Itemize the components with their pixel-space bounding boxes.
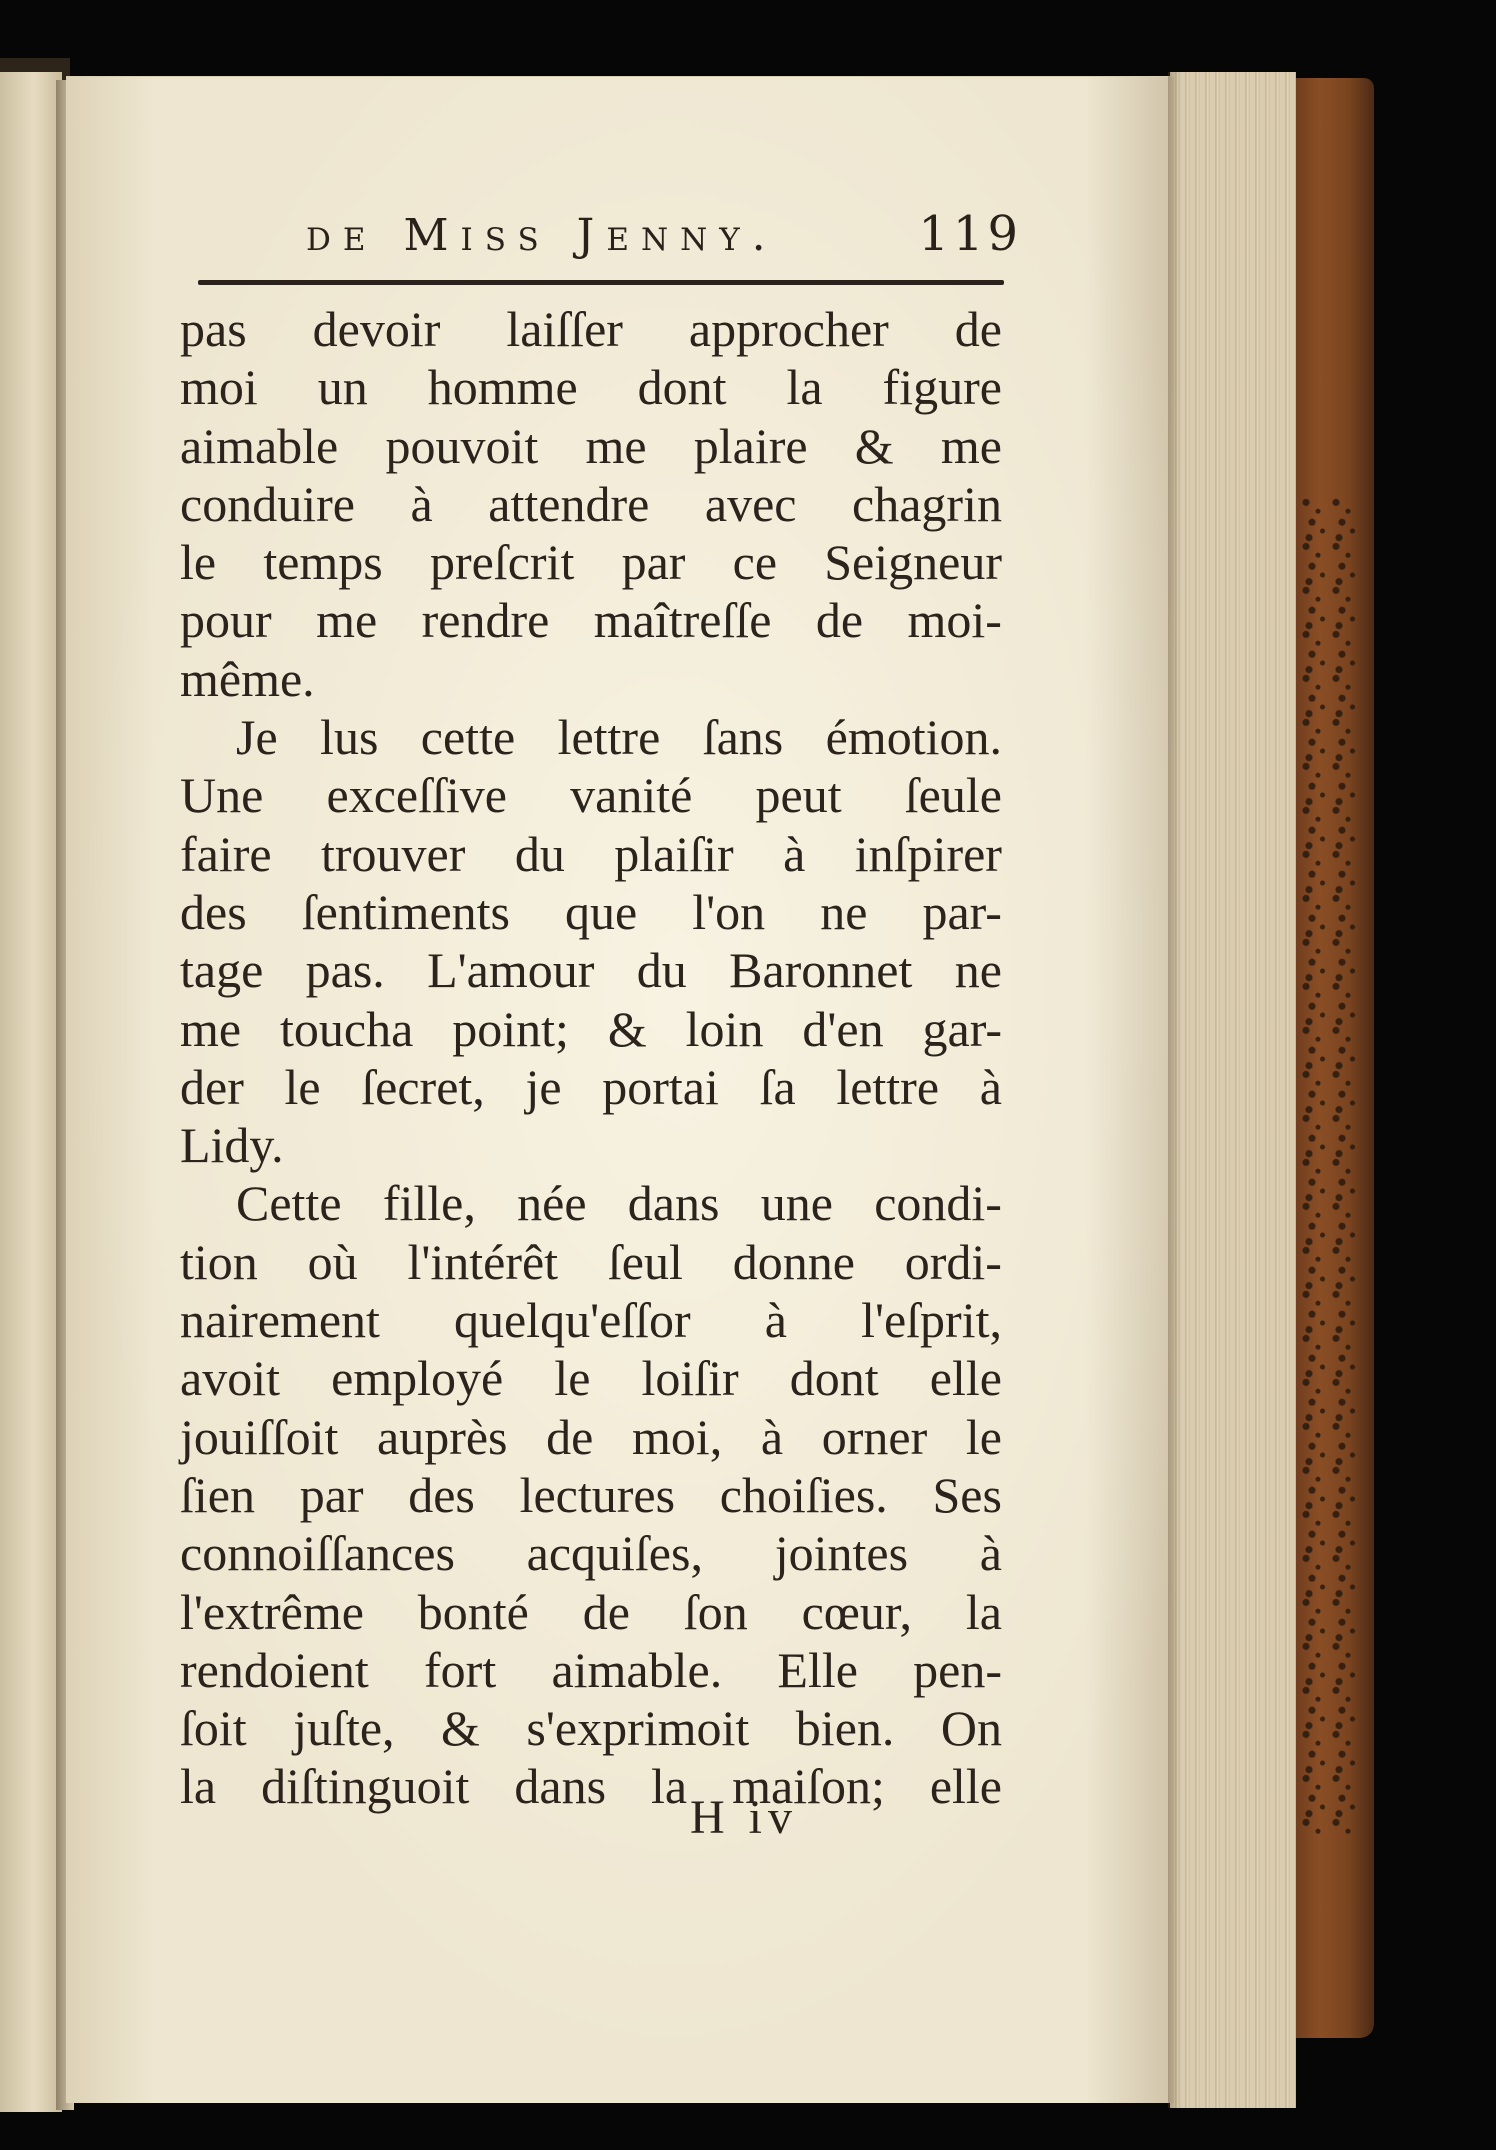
word: lus <box>320 709 379 766</box>
word: gar- <box>922 1000 1002 1057</box>
word: vanité <box>570 767 693 824</box>
word: inſpirer <box>854 825 1002 882</box>
text-line <box>180 766 1002 824</box>
word: me <box>940 417 1002 474</box>
word: le <box>965 1408 1002 1465</box>
word: pas. <box>305 942 385 999</box>
word: des <box>180 883 247 940</box>
word: à <box>783 825 806 882</box>
word: dans <box>514 1758 607 1815</box>
text-line <box>180 1349 1002 1407</box>
word: Seigneur <box>824 534 1002 591</box>
word: ſa <box>759 1058 796 1115</box>
word: s'exprimoit <box>526 1700 750 1757</box>
word: moi, <box>631 1408 723 1465</box>
word: juſte, <box>293 1700 395 1757</box>
word: par <box>299 1466 364 1523</box>
word: jointes <box>774 1525 909 1582</box>
text-line <box>180 1641 1002 1699</box>
word: temps <box>263 534 383 591</box>
word: dont <box>637 359 727 416</box>
text-line <box>180 475 1002 533</box>
word: la <box>180 1758 217 1815</box>
word: Cette <box>236 1175 342 1232</box>
text-line <box>180 591 1002 649</box>
word: maiſon; <box>732 1758 885 1815</box>
word: portai <box>602 1058 719 1115</box>
word: pouvoit <box>385 417 539 474</box>
word: rendre <box>421 592 550 649</box>
word: loiſir <box>641 1350 739 1407</box>
text-line <box>180 1408 1002 1466</box>
running-head-title: de Miss Jenny. <box>306 210 778 261</box>
word: Une <box>180 767 264 824</box>
word: émotion. <box>825 709 1002 766</box>
word: toucha <box>280 1000 414 1057</box>
word: ne <box>954 942 1002 999</box>
word: l'on <box>692 883 766 940</box>
word: elle <box>929 1350 1002 1407</box>
word: l'intérêt <box>407 1233 559 1290</box>
text-line <box>180 941 1002 999</box>
text-line <box>180 825 1002 883</box>
word: laiſſer <box>506 301 623 357</box>
word: ſentiments <box>301 883 510 940</box>
word: rendoient <box>180 1641 369 1698</box>
word: où <box>307 1233 358 1290</box>
text-line <box>180 1233 1002 1291</box>
word: aimable <box>180 417 339 474</box>
text-line <box>180 1583 1002 1641</box>
word: à <box>764 1292 787 1349</box>
word: Elle <box>777 1641 858 1698</box>
text-line <box>180 1116 1002 1174</box>
word: l'extrême <box>180 1583 364 1640</box>
word: dans <box>627 1175 720 1232</box>
text-line <box>180 1174 1002 1232</box>
word: une <box>760 1175 833 1232</box>
word: des <box>408 1466 475 1523</box>
word: & <box>607 1000 647 1057</box>
word: de <box>546 1408 594 1465</box>
word: point; <box>452 1000 569 1057</box>
page-edges <box>1170 72 1296 2108</box>
word: elle <box>929 1758 1002 1815</box>
word: cœur, <box>801 1583 913 1640</box>
word: de <box>582 1583 630 1640</box>
word: avoit <box>180 1350 280 1407</box>
text-line <box>180 1524 1002 1582</box>
word: dont <box>789 1350 879 1407</box>
facing-page-edge <box>0 72 62 2112</box>
word: je <box>525 1058 562 1115</box>
word: der <box>180 1058 244 1115</box>
word: acquiſes, <box>526 1525 703 1582</box>
word: moi- <box>907 592 1002 649</box>
word: tage <box>180 942 264 999</box>
word: me <box>585 417 647 474</box>
word: homme <box>427 359 578 416</box>
word: ſien <box>180 1466 255 1523</box>
text-line <box>180 1699 1002 1757</box>
word: lectures <box>519 1466 676 1523</box>
word: le <box>554 1350 591 1407</box>
word: Ses <box>932 1466 1002 1523</box>
word: ſans <box>702 709 784 766</box>
text-line <box>180 883 1002 941</box>
word: bien. <box>795 1700 895 1757</box>
word: ſeul <box>607 1233 683 1290</box>
text-line <box>180 650 1002 708</box>
word: par- <box>922 883 1002 940</box>
word: cette <box>420 709 516 766</box>
word: d'en <box>802 1000 884 1057</box>
word: employé <box>331 1350 504 1407</box>
word: le <box>284 1058 321 1115</box>
word: devoir <box>312 301 441 357</box>
word: maîtreſſe <box>593 592 772 649</box>
word: donne <box>732 1233 855 1290</box>
word: me <box>316 592 378 649</box>
word: peut <box>755 767 842 824</box>
word: quelqu'eſſor <box>453 1292 691 1349</box>
word: exceſſive <box>326 767 507 824</box>
word: ordi- <box>904 1233 1002 1290</box>
word: conduire <box>180 475 355 532</box>
word: attendre <box>488 475 650 532</box>
text-line <box>180 1000 1002 1058</box>
word: ſecret, <box>361 1058 485 1115</box>
header-rule <box>198 280 1004 285</box>
text-line <box>180 708 1002 766</box>
word: née <box>517 1175 587 1232</box>
text-line <box>180 1466 1002 1524</box>
word: l'eſprit, <box>861 1292 1002 1349</box>
word: par <box>621 534 686 591</box>
word: plaiſir <box>614 825 734 882</box>
word: loin <box>685 1000 764 1057</box>
word: ſeule <box>904 767 1002 824</box>
word: diſtinguoit <box>261 1758 470 1815</box>
word: connoiſſances <box>180 1525 455 1582</box>
word: du <box>514 825 565 882</box>
word: chagrin <box>852 475 1002 532</box>
word: pas <box>180 301 247 357</box>
word: de <box>815 592 864 649</box>
text-line <box>180 300 1002 358</box>
word: trouver <box>321 825 466 882</box>
word: approcher <box>688 301 889 357</box>
word: me <box>180 1000 242 1057</box>
running-head <box>306 206 1022 272</box>
word: faire <box>180 825 272 882</box>
word: que <box>565 883 638 940</box>
leather-binding <box>1290 78 1374 2038</box>
word: avec <box>704 475 797 532</box>
word: à <box>979 1525 1002 1582</box>
text-line <box>180 1757 1002 1815</box>
word: fille, <box>382 1175 476 1232</box>
text-line <box>180 358 1002 416</box>
word: la <box>651 1758 688 1815</box>
word: la <box>965 1583 1002 1640</box>
word: la <box>786 359 823 416</box>
word: nairement <box>180 1292 380 1349</box>
signature-mark: H iv <box>690 1791 798 1844</box>
word: un <box>317 359 368 416</box>
word: de <box>954 301 1002 357</box>
word: auprès <box>377 1408 508 1465</box>
word: figure <box>882 359 1002 416</box>
word: le <box>180 534 217 591</box>
text-line <box>180 417 1002 475</box>
word: & <box>441 1700 480 1757</box>
word: orner <box>821 1408 928 1465</box>
word: à <box>760 1408 784 1465</box>
word: à <box>979 1058 1002 1115</box>
word: bonté <box>417 1583 529 1640</box>
word: Lidy. <box>180 1117 284 1174</box>
word: ne <box>820 883 868 940</box>
word: ſon <box>683 1583 748 1640</box>
word: condi- <box>874 1175 1002 1232</box>
word: & <box>854 417 894 474</box>
word: tion <box>180 1233 258 1290</box>
word: Je <box>236 709 278 766</box>
word: à <box>410 475 433 532</box>
word: lettre <box>836 1058 940 1115</box>
word: Baronnet <box>729 942 913 999</box>
word: choiſies. <box>719 1466 888 1523</box>
word: pour <box>180 592 272 649</box>
text-line <box>180 1058 1002 1116</box>
word: ce <box>732 534 778 591</box>
word: moi <box>180 359 258 416</box>
word: ſoit <box>180 1700 247 1757</box>
word: fort <box>424 1641 497 1698</box>
text-line <box>180 533 1002 591</box>
body-text <box>180 300 1002 1816</box>
word: jouiſſoit <box>180 1408 339 1465</box>
word: même. <box>180 650 315 707</box>
word: plaire <box>693 417 808 474</box>
text-line <box>180 1291 1002 1349</box>
word: lettre <box>557 709 661 766</box>
word: L'amour <box>427 942 595 999</box>
word: On <box>940 1700 1002 1757</box>
page-number: 119 <box>918 206 1022 262</box>
word: preſcrit <box>429 534 575 591</box>
word: pen- <box>913 1641 1002 1698</box>
word: du <box>636 942 687 999</box>
word: aimable. <box>551 1641 723 1698</box>
page-edge-shadow <box>1168 72 1182 2108</box>
